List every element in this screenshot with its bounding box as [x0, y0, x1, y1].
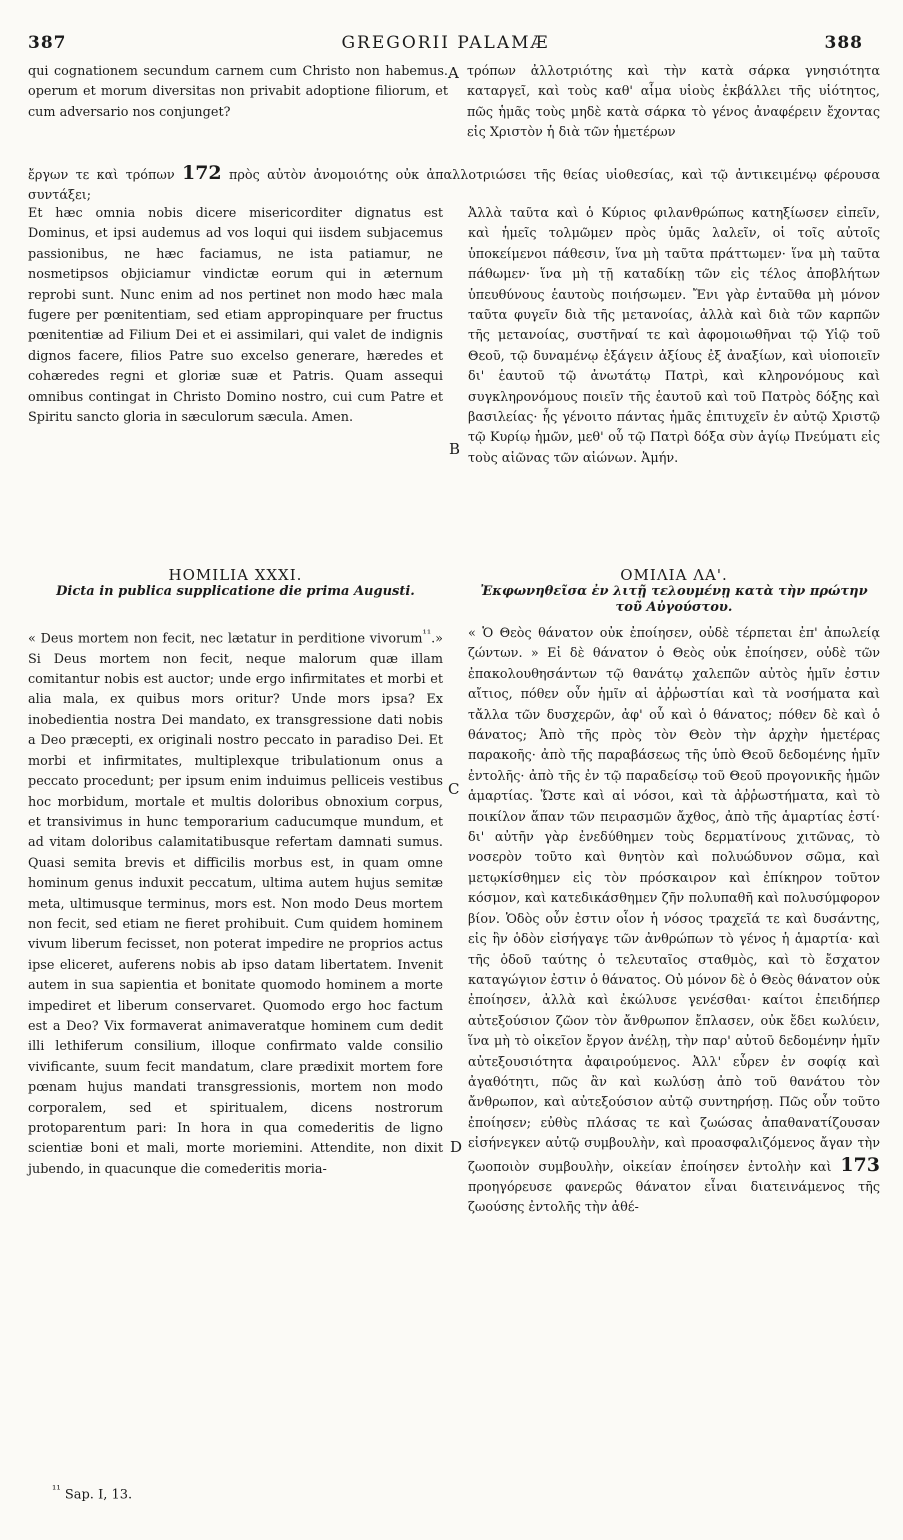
margin-letter-b: B: [449, 440, 461, 458]
greek-full-width-paragraph: [28, 163, 880, 207]
greek-homily-heading: [468, 566, 880, 616]
latin-body-start: « Deus mortem non fecit, nec lætatur in perditione vivorum: [28, 631, 423, 647]
latin-body-rest: .» Si Deus mortem non fecit, neque malorum quæ illam comitantur nobis est auctor; unde ergo infirmitates et morbi et alia mala, ex quibus mors oritur? Unde mors ipsa? Ex inobedientia nostra Dei mandato, ex transgressione dati nobis a Deo præcepti, ex originali nostro peccato in paradiso Dei. Et morbi et infirmitates, multiplexque tribulationum onus a peccato procedunt; per ipsum enim induimus pelliceis vestibus hoc morbidum, mortale et multis doloribus obnoxium corpus, et transivimus in hunc temporarium caducumque mundum, et ad vitam doloribus calamitatibusque refertam damnati sumus. Quasi semita brevis et difficilis morbus est, in quam omne hominum genus induxit peccatum, ultima autem hujus semitæ meta, ultimusque terminus, mors est. Non modo Deus mortem non fecit, sed etiam ne fieret prohibuit. Cum quidem hominem vivum liberum fecisset, non poterat impedire ne proprios actus ipse eliceret, auferens nobis ab ipso datam libertatem. Invenit autem in sua sapientia et bonitate quomodo hominem a morte impediret et liberum conservaret. Quomodo ergo hoc factum est a Deo? Vix formaverat animaveratque hominem cum dedit illi lethiferum consilium, illoque confirmato valde consilio vivificante, suum fecit mandatum, clare prædixit mortem fore pœnam hujus mandati transgressionis, mortem non modo corporalem, sed et spiritualem, dicens nostrorum protoparentum pari: In hora in qua comederitis de ligno scientiæ boni et mali, morte moriemini. Attendite, non dixit jubendo, in quacunque die comederitis moria-: [28, 631, 443, 1177]
margin-letter-d: D: [450, 1138, 463, 1156]
latin-paragraph-body: [28, 624, 443, 1180]
footnote-reference: ¹¹: [422, 627, 432, 640]
page-number-right: 388: [824, 33, 863, 53]
greek-paragraph-body: [468, 624, 880, 1219]
latin-homily-title: HOMILIA XXXI.: [168, 566, 303, 584]
latin-homily-heading: [28, 566, 443, 600]
greek-body-start: « Ὁ Θεὸς θάνατον οὐκ ἐποίησεν, οὐδὲ τέρπεται ἐπ' ἀπωλείᾳ ζώντων. » Εἰ δὲ θάνατον ὁ Θεὸς οὐκ ἐποίησεν, οὐδὲ τῶν ἐπακολουθησάντων τῷ θανάτῳ χαλεπῶν αὐτὸς ἡμῖν ἐστιν αἴτιος, πόθεν οὖν ἡμῖν αἱ ἀῤῥωστίαι καὶ τὰ νοσήματα καὶ τἄλλα τῶν δυσχερῶν, ἀφ' οὗ καὶ ὁ θάνατος; πόθεν δὲ καὶ ὁ θάνατος; Ἀπὸ τῆς πρὸς τὸν Θεὸν τὴν ἀρχὴν ἡμετέρας παρακοῆς· ἀπὸ τῆς παραβάσεως τῆς ὑπὸ Θεοῦ δεδομένης ἡμῖν ἐντολῆς· ἀπὸ τῆς ἐν τῷ παραδείσῳ τοῦ Θεοῦ προγονικῆς ἡμῶν ἁμαρτίας. Ὥστε καὶ αἱ νόσοι, καὶ τὰ ἀῤῥωστήματα, καὶ τὸ ποικίλον ἅπαν τῶν πειρασμῶν ἄχθος, ἀπὸ τῆς ἁμαρτίας ἐστί· δι' αὐτῆν γὰρ ἐνεδύθημεν τοὺς δερματίνους χιτῶνας, τὸ νοσερὸν τοῦτο καὶ θνητὸν καὶ πολυώδυνον σῶμα, καὶ μετῳκίσθημεν εἰς τὸν πρόσκαιρον καὶ ἐπίκηρον τοῦτον κόσμον, καὶ κατεδικάσθημεν ζῆν πολυπαθῆ καὶ πολυσύμφορον βίον. Ὁδὸς οὖν ἐστιν οἷον ἡ νόσος τραχεῖά τε καὶ δυσάντης, εἰς ἣν ὁδὸν εἰσήγαγε τῶν ἀνθρώπων τὸ γένος ἡ ἁμαρτία· καὶ τῆς ὁδοῦ ταύτης ὁ τελευταῖος σταθμὸς, καὶ τὸ ἔσχατον καταγώγιον ἐστιν ὁ θάνατος. Οὐ μόνον δὲ ὁ Θεὸς θάνατον οὐκ ἐποίησεν, ἀλλὰ καὶ ἐκώλυσε γενέσθαι· καίτοι ἐπειδήπερ αὐτεξούσιον ζῶον τὸν ἄνθρωπον ἔπλασεν, οὐκ ἔδει κωλύειν, ἵνα μὴ τὸ οἰκεῖον ἔργον ἀνέλῃ, τὴν παρ' αὐτοῦ δεδομένην ἡμῖν αὐτεξουσιότητα ἀφαιρούμενος. Ἀλλ' εὗρεν ἐν σοφίᾳ καὶ ἀγαθότητι, πῶς ἂν καὶ κωλύσῃ ἀπὸ τοῦ θανάτου τὸν ἄνθρωπον, καὶ αὐτεξούσιον αὐτῷ συντηρήσῃ. Πῶς οὖν τοῦτο ἐποίησεν; εὐθὺς πλάσας τε καὶ ζωώσας ἀπαθανατίζουσαν εἰσήνεγκεν αὐτῷ συμβουλὴν, καὶ προασφαλιζόμενος ἄγαν τὴν ζωοποιὸν συμβουλὴν, οἰκείαν ἐποίησεν ἐντολὴν καὶ: [468, 626, 880, 1175]
greek-homily-subtitle: Ἐκφωνηθεῖσα ἐν λιτῇ τελουμένῃ κατὰ τὴν πρώτην τοῦ Αὐγούστου.: [480, 584, 868, 615]
greek-column-conclusion: [468, 204, 880, 469]
page-mark-172: 172: [181, 162, 222, 184]
latin-column-conclusion: [28, 204, 443, 428]
latin-paragraph-conclusion: Et hæc omnia nobis dicere misericorditer dignatus est Dominus, et ipsi audemus ad vos loqui qui iisdem subjacemus passionibus, ne hæc faciamus, ne ista patiamur, ne nosmetipsos objiciamur vindictæ eorum qui in æternum reprobi sunt. Nunc enim ad nos pertinet non modo hæc mala fugere per pœnitentiam, sed etiam appropinquare per fructus pœnitentiæ ad Filium Dei et ei assimilari, qui valet de indignis dignos facere, filios Patre suo excelso generare, hæredes et cohæredes regni et gloriæ suæ et Patris. Quam assequi omnibus contingat in Christo Domino nostro, cui cum Patre et Spiritu sancto gloria in sæculorum sæcula. Amen.: [28, 206, 443, 426]
greek-paragraph-opening: τρόπων ἀλλοτριότης καὶ τὴν κατὰ σάρκα γνησιότητα καταργεῖ, καὶ τοὺς καθ' αἷμα υἱοὺς ἐκβάλλει τῆς υἱότητος, πῶς ἡμᾶς τοὺς μηδὲ κατὰ σάρκα τὸ γένος ἀναφέρειν ἔχοντας εἰς Χριστὸν ἡ διὰ τῶν ἡμετέρων: [467, 64, 880, 141]
latin-homily-subtitle: Dicta in publica supplicatione die prima Augusti.: [56, 584, 415, 599]
page-mark-173: 173: [840, 1153, 880, 1176]
footnote-text: Sap. I, 13.: [64, 1487, 133, 1503]
latin-column-top: [28, 62, 448, 123]
latin-paragraph-opening: qui cognationem secundum carnem cum Christo non habemus. operum et morum diversitas non privabit adoptione filiorum, et cum adversario nos conjunget?: [28, 64, 448, 120]
latin-column-body: [28, 624, 443, 1180]
running-title: GREGORII PALAMÆ: [341, 33, 550, 53]
footnote: [52, 1483, 132, 1502]
footnote-marker: ¹¹: [52, 1483, 61, 1496]
greek-column-top: [467, 62, 880, 144]
greek-body-end: προηγόρευσε φανερῶς θάνατον εἶναι διατεινάμενος τῆς ζωούσης ἐντολῆς τὴν ἀθέ-: [468, 1179, 880, 1216]
greek-paragraph-conclusion: Ἀλλὰ ταῦτα καὶ ὁ Κύριος φιλανθρώπως κατηξίωσεν εἰπεῖν, καὶ ἡμεῖς τολμῶμεν πρὸς ὑμᾶς λαλεῖν, οἱ τοῖς αὐτοῖς ὑποκείμενοι πάθεσιν, ἵνα μὴ ταῦτα πράττωμεν· ἵνα μὴ ταῦτα πάθωμεν· ἵνα μὴ τῇ καταδίκῃ τῶν εἰς τέλος ἀποβλήτων ὑπευθύνους ἑαυτοὺς ποιήσωμεν. Ἔνι γὰρ ἐνταῦθα μὴ μόνον ταῦτα φυγεῖν διὰ τῆς μετανοίας, ἀλλὰ καὶ διὰ τῶν καρπῶν τῆς μετανοίας, συστῆναί τε καὶ ἀφομοιωθῆναι τῷ Υἱῷ τοῦ Θεοῦ, τῷ δυναμένῳ ἐξάγειν ἀξίους ἐξ ἀναξίων, καὶ υἱοποιεῖν δι' ἑαυτοῦ τῷ ἀνωτάτῳ Πατρὶ, καὶ κληρονόμους καὶ συγκληρονόμους ποιεῖν τῆς ἑαυτοῦ καὶ τοῦ Πατρὸς δόξης καὶ βασιλείας· ἧς γένοιτο πάντας ἡμᾶς ἐπιτυχεῖν ἐν αὐτῷ Χριστῷ τῷ Κυρίῳ ἡμῶν, μεθ' οὗ τῷ Πατρὶ δόξα σὺν ἁγίῳ Πνεύματι εἰς τοὺς αἰῶνας τῶν αἰώνων. Ἀμήν.: [468, 206, 880, 466]
shared-line-start: ἔργων τε καὶ τρόπων: [28, 168, 175, 183]
running-head: [28, 33, 863, 55]
greek-full-width-line: [28, 163, 880, 207]
greek-homily-title: ΟΜΙΛΙΑ ΛΑ'.: [620, 566, 728, 584]
shared-line-end: πρὸς αὐτὸν ἀνομοιότης οὐκ ἀπαλλοτριώσει τῆς θείας υἱοθεσίας, καὶ τῷ ἀντικειμένῳ φέρουσα συντάξει;: [28, 168, 880, 204]
page-number-left: 387: [28, 33, 67, 53]
margin-letter-a: A: [448, 64, 459, 82]
greek-column-body: [468, 624, 880, 1219]
margin-letter-c: C: [448, 780, 460, 798]
